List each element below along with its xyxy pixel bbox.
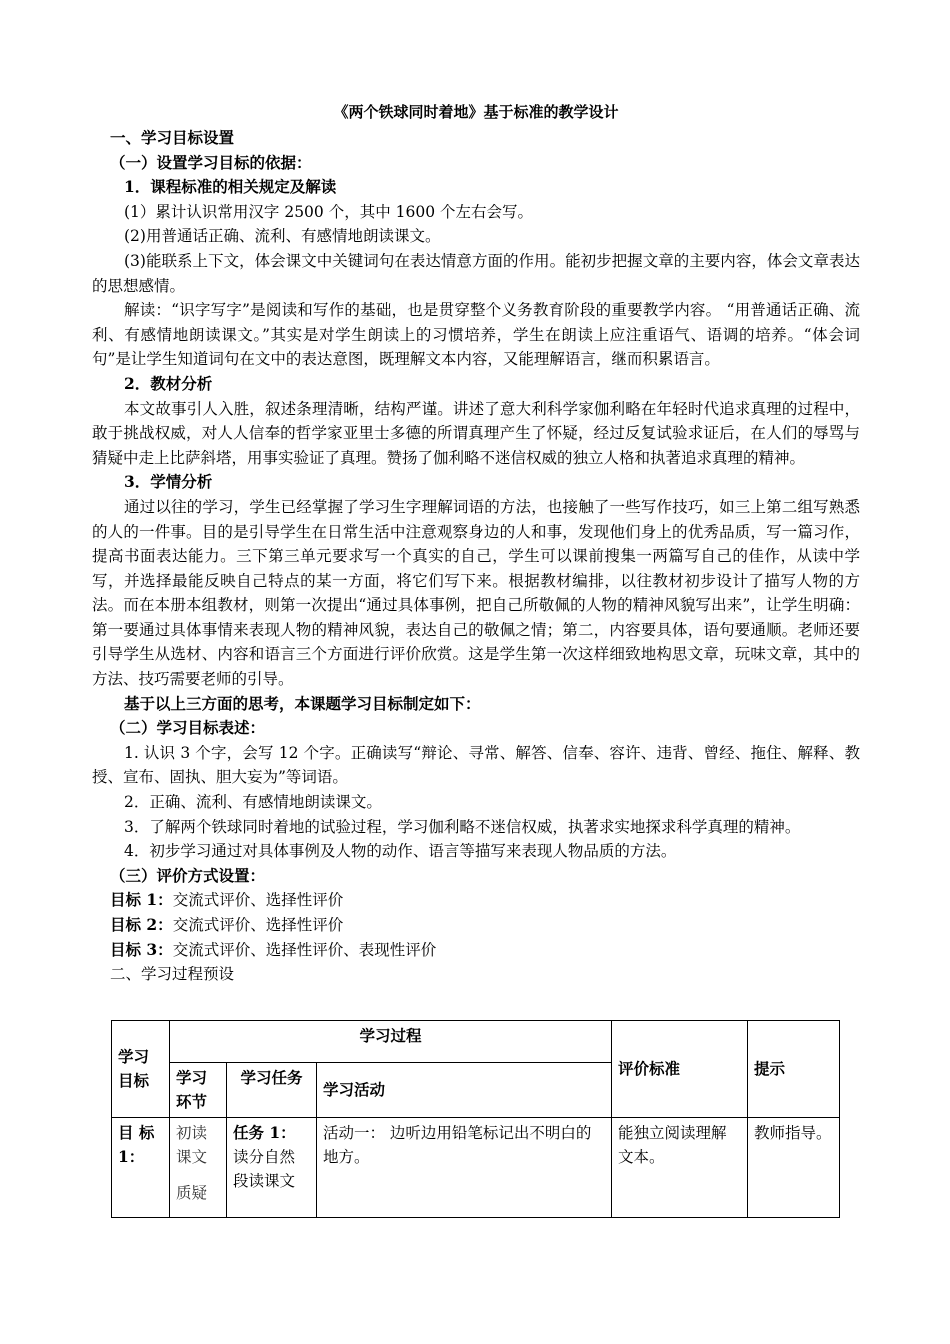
row1-step [170, 1118, 227, 1218]
header-activity: 学习活动 [317, 1063, 612, 1118]
document-title: 《两个铁球同时着地》基于标准的教学设计 [333, 103, 619, 121]
goals-intro: 基于以上三方面的思考，本课题学习目标制定如下： [124, 693, 481, 713]
header-process: 学习过程 [170, 1021, 612, 1063]
header-step: 学习环节 [170, 1063, 227, 1118]
row1-step-b: 质疑 [176, 1184, 208, 1202]
row1-tip: 教师指导。 [748, 1118, 840, 1218]
goal-item-4: 4．初步学习通过对具体事例及人物的动作、语言等描写来表现人物品质的方法。 [124, 842, 677, 861]
section-heading-1: 一、学习目标设置 [110, 128, 235, 147]
eval-label-3: 目标 3： [110, 939, 173, 959]
header-tip: 提示 [748, 1021, 840, 1118]
row1-task [227, 1118, 317, 1218]
row1-goal: 目 标 1： [112, 1118, 170, 1218]
header-task: 学习任务 [227, 1063, 317, 1118]
goal-item-2: 2．正确、流利、有感情地朗读课文。 [124, 793, 382, 812]
student-analysis-paragraph: 通过以往的学习，学生已经掌握了学习生字理解词语的方法，也接触了一些写作技巧，如三上第二组写熟悉的人的一件事。目的是引导学生在日常生活中注意观察身边的人和事，发现他们身上的优秀品质，写一篇习作，提高书面表达能力。三下第三单元要求写一个真实的自己，学生可以课前搜集一两篇写自己的佳作，从读中学写，并选择最能反映自己特点的某一方面，将它们写下来。根据教材编排，以往教材初步设计了描写人物的方法。而在本册本组教材，则第一次提出“通过具体事例，把自己所敬佩的人物的精神风貌写出来”，让学生明确：第一要通过具体事情来表现人物的精神风貌，表达自己的敬佩之情；第二，内容要具体，语句要通顺。老师还要引导学生从选材、内容和语言三个方面进行评价欣赏。这是学生第一次这样细致地构思文章，玩味文章，其中的方法、技巧需要老师的引导。 [92, 497, 860, 689]
standard-item-2: (2)用普通话正确、流利、有感情地朗读课文。 [124, 227, 441, 246]
eval-text-3: 交流式评价、选择性评价、表现性评价 [172, 940, 437, 959]
row1-task-text: 读分自然段读课文 [233, 1148, 296, 1190]
standard-item-3: (3)能联系上下文，体会课文中关键词句在表达情意方面的作用。能初步把握文章的主要内容，体会文章表达的思想感情。 [92, 251, 860, 295]
row1-eval: 能独立阅读理解文本。 [612, 1118, 748, 1218]
section-heading-2: 二、学习过程预设 [110, 965, 235, 984]
row1-task-label: 任务 1： [233, 1123, 296, 1142]
row1-activity: 活动一： 边听边用铅笔标记出不明白的地方。 [317, 1118, 612, 1218]
heading-curriculum-standard: 1．课程标准的相关规定及解读 [124, 177, 337, 197]
eval-label-2: 目标 2： [110, 915, 173, 934]
goal-item-3: 3．了解两个铁球同时着地的试验过程，学习伽利略不迷信权威，执著求实地探求科学真理的精神。 [124, 817, 801, 836]
eval-text-1: 交流式评价、选择性评价 [172, 891, 344, 910]
textbook-analysis-paragraph: 本文故事引人入胜，叙述条理清晰，结构严谨。讲述了意大利科学家伽利略在年轻时代追求真理的过程中，敢于挑战权威，对人人信奉的哲学家亚里士多德的所谓真理产生了怀疑，经过反复试验求证后，在人们的辱骂与猜疑中走上比萨斜塔，用事实验证了真理。赞扬了伽利略不迷信权威的独立人格和执著追求真理的精神。 [92, 399, 860, 467]
document-body [92, 96, 860, 987]
eval-row-2 [92, 913, 860, 938]
eval-row-3 [92, 938, 860, 963]
eval-row-1 [92, 888, 860, 913]
subsection-heading-3: （三）评价方式设置： [110, 865, 266, 885]
process-table [111, 1020, 840, 1218]
subsection-heading-1: （一）设置学习目标的依据： [110, 152, 312, 172]
header-goal: 学习目标 [112, 1021, 170, 1118]
interpretation-paragraph: 解读：“识字写字”是阅读和写作的基础，也是贯穿整个义务教育阶段的重要教学内容。 “用普通话正确、流利、有感情地朗读课文。”其实是对学生朗读上的习惯培养，学生在朗读上应注重语气、语调的培养。“体会词句”是让学生知道词句在文中的表达意图，既理解文本内容，又能理解语言，继而积累语言。 [92, 301, 860, 369]
row1-step-a: 初读课文 [176, 1124, 208, 1166]
heading-textbook-analysis: 2．教材分析 [124, 373, 213, 393]
standard-item-1: (1）累计认识常用汉字 2500 个，其中 1600 个左右会写。 [124, 202, 534, 221]
eval-label-1: 目标 1： [110, 890, 173, 910]
eval-text-2: 交流式评价、选择性评价 [172, 916, 344, 934]
subsection-heading-2: （二）学习目标表述： [110, 718, 266, 738]
goal-item-1: 1. 认识 3 个字，会写 12 个字。正确读写“辩论、寻常、解答、信奉、容许、违背、曾经、拖住、解释、教授、宣布、固执、胆大妄为”等词语。 [92, 743, 860, 787]
heading-student-analysis: 3．学情分析 [124, 472, 213, 492]
header-eval: 评价标准 [612, 1021, 748, 1118]
